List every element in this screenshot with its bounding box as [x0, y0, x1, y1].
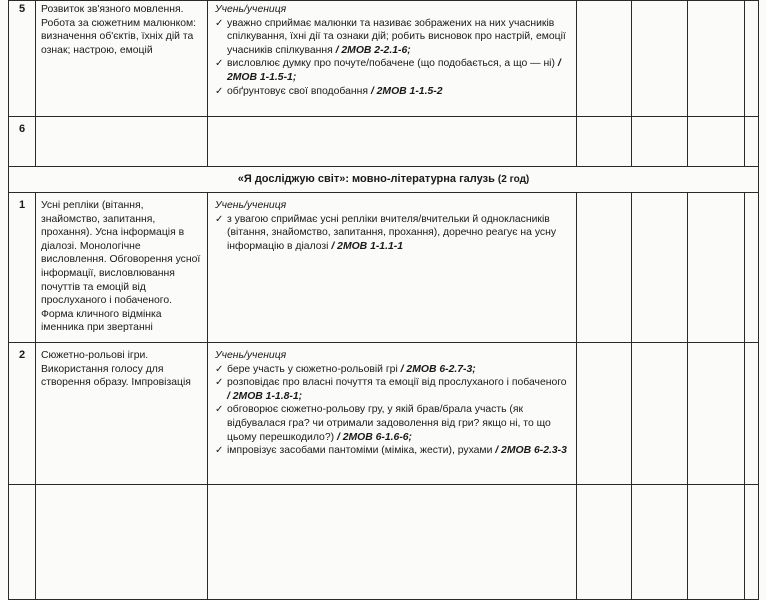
blank-cell — [688, 485, 745, 600]
table-row — [9, 343, 759, 485]
blank-cell — [688, 193, 745, 343]
outcome-code: / 2МОВ 1-1.1-1 — [331, 240, 403, 252]
blank-cell — [745, 193, 759, 343]
blank-cell — [745, 485, 759, 600]
blank-cell — [688, 117, 745, 167]
row-number: 5 — [9, 1, 36, 117]
blank-cell — [745, 343, 759, 485]
outcome-item — [215, 85, 572, 99]
outcome-text: обговорює сюжетно-рольову гру, у якій брав/брала участь (як відбувалася гра? чи отримали задоволення від гри? якщо ні, то що цьому перешкодило?) — [227, 404, 551, 443]
table-row — [9, 485, 759, 600]
outcome-item — [215, 376, 572, 403]
blank-cell — [577, 485, 632, 600]
role-label: Учень/учениця — [215, 350, 287, 361]
lesson-topic — [36, 117, 208, 167]
row-number — [9, 485, 36, 600]
section-hours: (2 год) — [497, 174, 530, 185]
outcome-text: обґрунтовує свої вподобання — [227, 85, 368, 97]
outcome-text: висловлює думку про почуте/побачене (що подобається, а що — ні) — [227, 58, 555, 70]
outcome-text: бере участь у сюжетно-рольовій грі — [227, 363, 398, 375]
outcome-text: розповідає про власні почуття та емоції від прослуханого і побаченого — [227, 377, 567, 389]
blank-cell — [632, 343, 688, 485]
learning-outcomes — [208, 117, 577, 167]
blank-cell — [632, 485, 688, 600]
blank-cell — [632, 1, 688, 117]
outcome-code: / 2МОВ 1-1.5-2 — [370, 85, 443, 97]
blank-cell — [577, 343, 632, 485]
blank-cell — [632, 117, 688, 167]
table-row — [9, 117, 759, 167]
blank-cell — [688, 343, 745, 485]
outcome-item — [215, 444, 572, 458]
outcome-text: уважно сприймає малюнки та називає зображених на них учасників спілкування, їхні дії та ознаки дій; робить висновок про настрій, емоції учасників спілкування — [227, 17, 566, 56]
outcome-item — [215, 213, 572, 254]
role-label: Учень/учениця — [215, 4, 287, 15]
section-title: «Я досліджую світ»: мовно-літературна галузь — [237, 173, 495, 185]
blank-cell — [745, 1, 759, 117]
blank-cell — [577, 117, 632, 167]
role-label: Учень/учениця — [215, 200, 287, 211]
outcome-code: / 2МОВ 6-1.6-6; — [336, 431, 413, 443]
lesson-topic — [36, 485, 208, 600]
outcome-list — [215, 213, 572, 254]
curriculum-table — [8, 0, 759, 600]
learning-outcomes — [208, 485, 577, 600]
outcome-item — [215, 17, 572, 58]
table-row — [9, 193, 759, 343]
outcome-item — [215, 57, 572, 84]
outcome-item — [215, 403, 572, 444]
blank-cell — [577, 1, 632, 117]
row-number: 2 — [9, 343, 36, 485]
outcome-text: з увагою сприймає усні репліки вчителя/вчительки й однокласників (вітання, знайомство, запитання, прохання), доречно реагує на усну інформацію в діалозі — [227, 213, 557, 252]
outcome-code: / 2МОВ 6-2.3-3 — [495, 445, 567, 457]
row-number: 6 — [9, 117, 36, 167]
outcome-list — [215, 363, 572, 458]
section-header-row — [9, 167, 759, 193]
outcome-list — [215, 17, 572, 99]
blank-cell — [745, 117, 759, 167]
learning-outcomes — [208, 1, 577, 117]
table-row — [9, 1, 759, 117]
outcome-code: / 2МОВ 2-2.1-6; — [335, 44, 411, 56]
outcome-code: / 2МОВ 1-1.8-1; — [227, 390, 303, 402]
row-number: 1 — [9, 193, 36, 343]
blank-cell — [632, 193, 688, 343]
blank-cell — [688, 1, 745, 117]
lesson-topic: Сюжетно-рольові ігри. Використання голосу для створення образу. Імпровізація — [36, 343, 208, 485]
outcome-text: імпровізує засобами пантоміми (міміка, жести), рухами — [227, 445, 493, 457]
lesson-topic: Усні репліки (вітання, знайомство, запитання, прохання). Усна інформація в діалозі. Монологічне висловлення. Обговорення усної інформації, висловлювання почуттів та емоцій від прослуханого і побаченого. Форма кличного відмінка іменника при звертанні — [36, 193, 208, 343]
lesson-topic: Розвиток зв'язного мовлення. Робота за сюжетним малюнком: визначення об'єктів, їхніх дій та ознак; настрою, емоцій — [36, 1, 208, 117]
learning-outcomes — [208, 343, 577, 485]
learning-outcomes — [208, 193, 577, 343]
outcome-code: / 2МОВ 1-1.5-1; — [227, 58, 561, 83]
outcome-code: / 2МОВ 6-2.7-3; — [400, 363, 476, 375]
outcome-item — [215, 363, 572, 377]
section-header — [9, 167, 759, 193]
blank-cell — [577, 193, 632, 343]
